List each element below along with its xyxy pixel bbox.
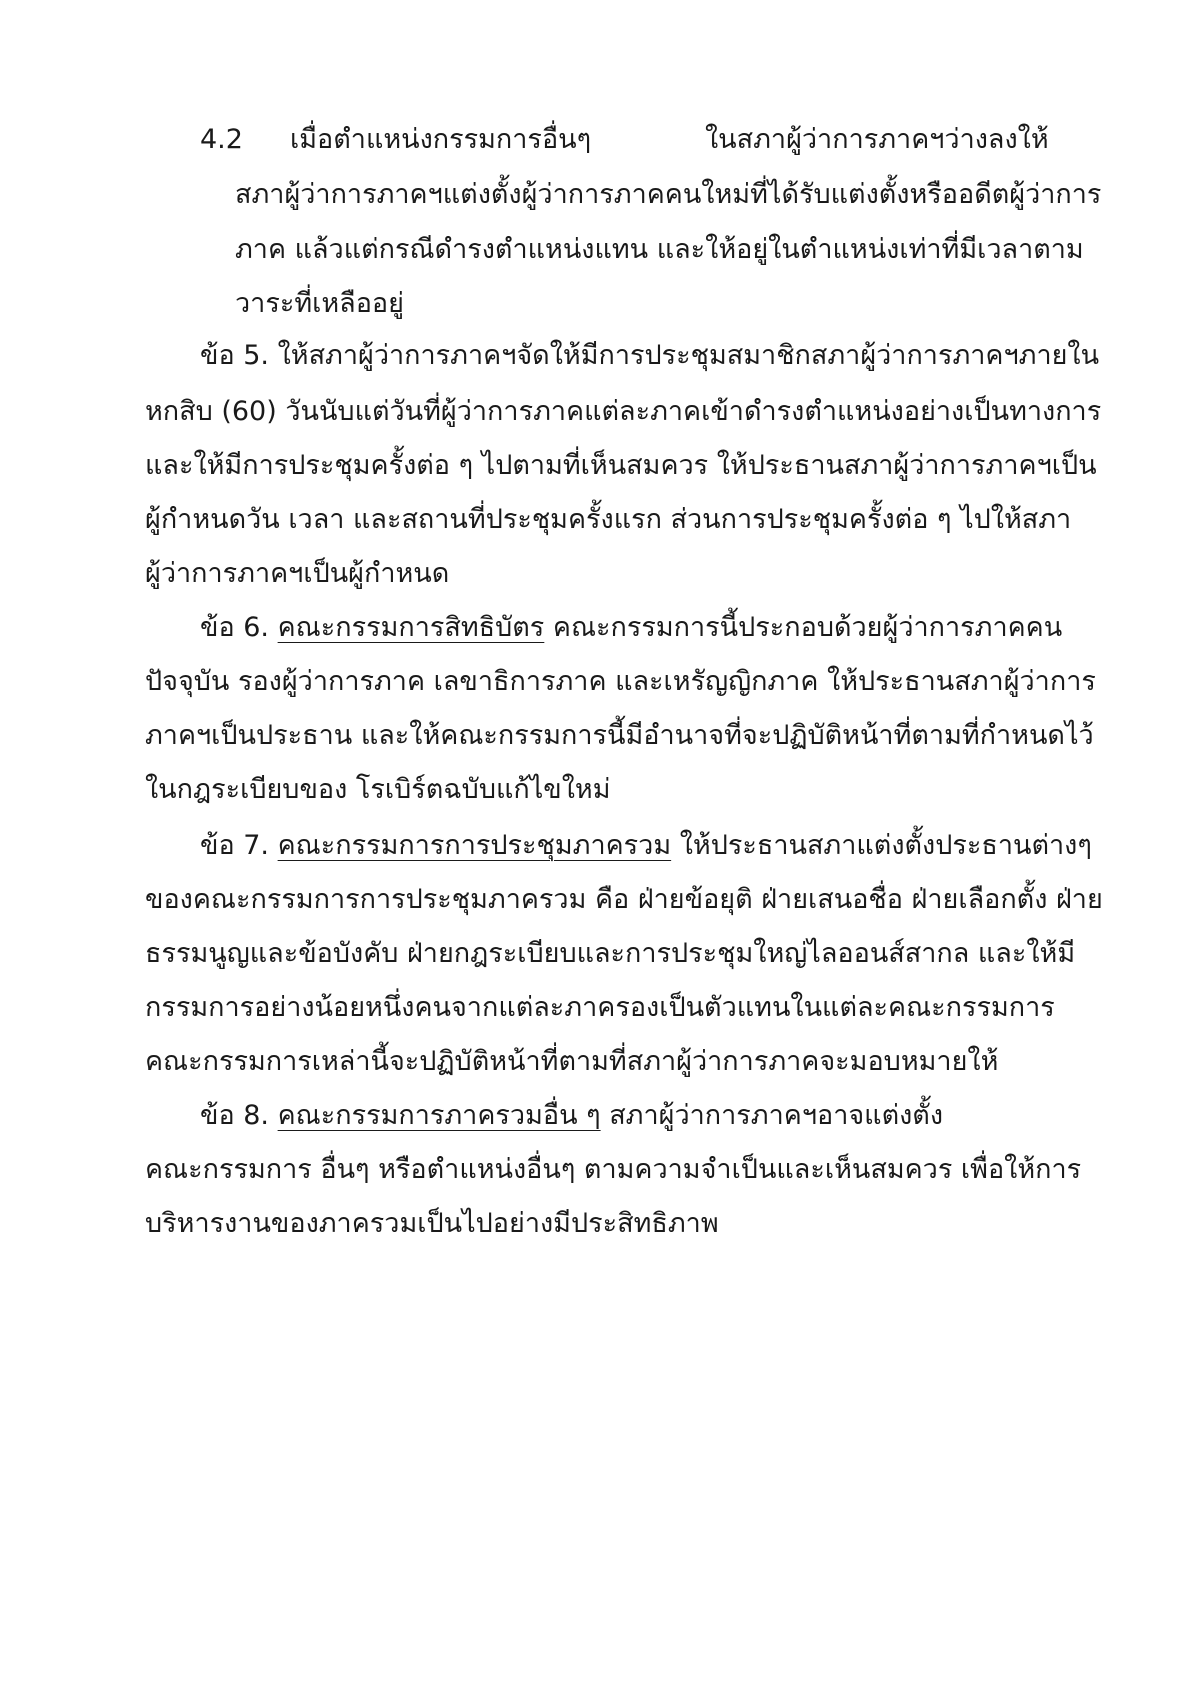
paragraph-line: ในกฎระเบียบของ โรเบิร์ตฉบับแก้ไขใหม่ bbox=[145, 774, 611, 805]
section-line: สภาผู้ว่าการภาคฯแต่งตั้งผู้ว่าการภาคคนใหม่ที่ได้รับแต่งตั้งหรืออดีตผู้ว่าการ bbox=[235, 179, 1102, 210]
paragraph-line: ผู้กำหนดวัน เวลา และสถานที่ประชุมครั้งแรก ส่วนการประชุมครั้งต่อ ๆ ไปให้สภา bbox=[145, 504, 1072, 535]
paragraph-line: ของคณะกรรมการการประชุมภาครวม คือ ฝ่ายข้อยุติ ฝ่ายเสนอชื่อ ฝ่ายเลือกตั้ง ฝ่าย bbox=[145, 884, 1103, 915]
clause-title: คณะกรรมการสิทธิบัตร bbox=[277, 612, 545, 643]
clause-title: คณะกรรมการภาครวมอื่น ๆ bbox=[277, 1100, 601, 1131]
section-line: วาระที่เหลืออยู่ bbox=[235, 288, 404, 319]
paragraph-line: คณะกรรมการเหล่านี้จะปฏิบัติหน้าที่ตามที่สภาผู้ว่าการภาคจะมอบหมายให้ bbox=[145, 1046, 999, 1077]
paragraph-line: บริหารงานของภาครวมเป็นไปอย่างมีประสิทธิภาพ bbox=[145, 1208, 719, 1239]
section-line: ในสภาผู้ว่าการภาคฯว่างลงให้ bbox=[705, 124, 1049, 155]
paragraph-line: หกสิบ (60) วันนับแต่วันที่ผู้ว่าการภาคแต่ละภาคเข้าดำรงตำแหน่งอย่างเป็นทางการ bbox=[145, 396, 1102, 427]
paragraph-line bbox=[200, 1096, 943, 1136]
paragraph-line: ผู้ว่าการภาคฯเป็นผู้กำหนด bbox=[145, 558, 450, 589]
section-line: ภาค แล้วแต่กรณีดำรงตำแหน่งแทน และให้อยู่ในตำแหน่งเท่าที่มีเวลาตาม bbox=[235, 234, 1084, 265]
clause-prefix: ข้อ 6. bbox=[200, 612, 278, 643]
clause-text: คณะกรรมการนี้ประกอบด้วยผู้ว่าการภาคคน bbox=[544, 612, 1063, 643]
paragraph-line: ธรรมนูญและข้อบังคับ ฝ่ายกฎระเบียบและการประชุมใหญ่ไลออนส์สากล และให้มี bbox=[145, 938, 1076, 969]
clause-prefix: ข้อ 8. bbox=[200, 1100, 278, 1131]
paragraph-line: คณะกรรมการ อื่นๆ หรือตำแหน่งอื่นๆ ตามความจำเป็นและเห็นสมควร เพื่อให้การ bbox=[145, 1154, 1082, 1185]
paragraph-line: กรรมการอย่างน้อยหนึ่งคนจากแต่ละภาครองเป็นตัวแทนในแต่ละคณะกรรมการ bbox=[145, 992, 1055, 1023]
paragraph-line: ปัจจุบัน รองผู้ว่าการภาค เลขาธิการภาค และเหรัญญิกภาค ให้ประธานสภาผู้ว่าการ bbox=[145, 666, 1096, 697]
paragraph-line: และให้มีการประชุมครั้งต่อ ๆ ไปตามที่เห็นสมควร ให้ประธานสภาผู้ว่าการภาคฯเป็น bbox=[145, 450, 1097, 481]
section-line: เมื่อตำแหน่งกรรมการอื่นๆ bbox=[290, 124, 592, 155]
paragraph-line bbox=[200, 608, 1062, 648]
paragraph-line bbox=[200, 826, 1092, 866]
clause-text: สภาผู้ว่าการภาคฯอาจแต่งตั้ง bbox=[600, 1100, 944, 1131]
clause-prefix: ข้อ 7. bbox=[200, 830, 278, 861]
paragraph-line: ภาคฯเป็นประธาน และให้คณะกรรมการนี้มีอำนาจที่จะปฏิบัติหน้าที่ตามที่กำหนดไว้ bbox=[145, 720, 1094, 751]
clause-title: คณะกรรมการการประชุมภาครวม bbox=[277, 830, 672, 861]
section-number: 4.2 bbox=[200, 124, 243, 155]
paragraph-line: ข้อ 5. ให้สภาผู้ว่าการภาคฯจัดให้มีการประชุมสมาชิกสภาผู้ว่าการภาคฯภายใน bbox=[200, 340, 1100, 371]
clause-text: ให้ประธานสภาแต่งตั้งประธานต่างๆ bbox=[671, 830, 1092, 861]
